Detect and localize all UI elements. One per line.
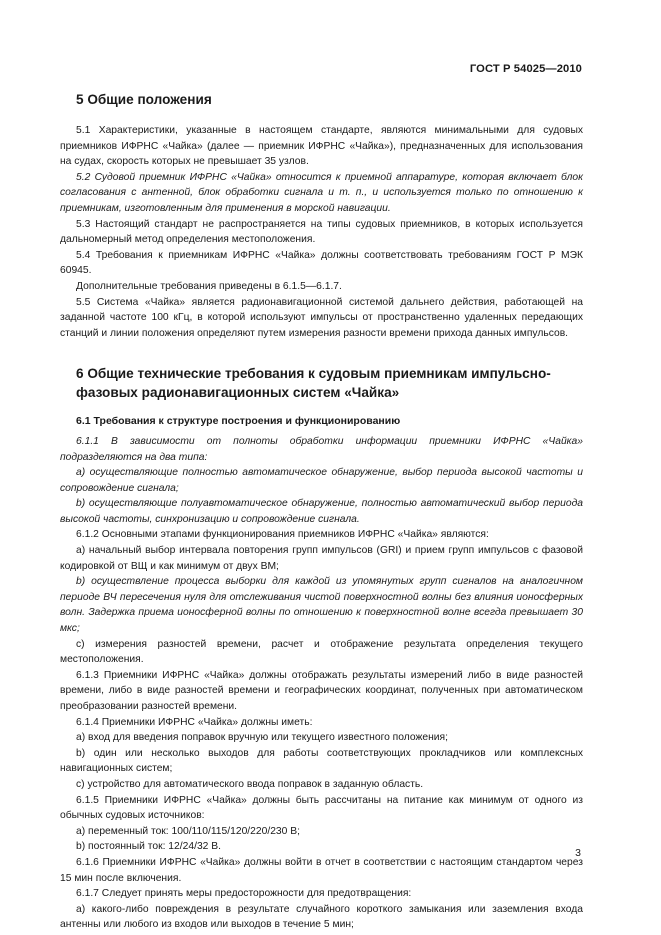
- paragraph-6-1-6: 6.1.6 Приемники ИФРНС «Чайка» должны войти в отчет в соответствии с настоящим стандартом через 15 мин после включения.: [60, 856, 583, 884]
- paragraph-6-1-1: [60, 434, 583, 465]
- paragraph-6-1-4-c: c) устройство для автоматического ввода поправок в заданную область.: [76, 778, 424, 790]
- paragraph-6-1-1-text: 6.1.1 В зависимости от полноты обработки информации приемники ИФРНС «Чайка» подразделяются на два типа:: [60, 435, 583, 463]
- paragraph-6-1-5-b: b) постоянный ток: 12/24/32 В.: [76, 841, 221, 853]
- page-number: 3: [575, 847, 581, 859]
- paragraph-5-2: [60, 170, 583, 217]
- paragraph-6-1-7-a: а) какого-либо повреждения в результате случайного короткого замыкания или заземления входа антенны или любого из входов или выходов в течение 5 мин;: [60, 903, 583, 931]
- paragraph-6-1-1-a-text: а) осуществляющие полностью автоматическое обнаружение, выбор периода высокой частоты и сопровождение сигнала;: [60, 467, 583, 494]
- paragraph-5-5: 5.5 Система «Чайка» является радионавигационной системой дальнего действия, работающей на заданной частоте 100 кГц, в которой используют импульсы от пространственно удаленных передающих станций и линии положения определяют путем измерения разности времени прихода данных импульсов.: [60, 296, 583, 339]
- paragraph-6-1-2-a: а) начальный выбор интервала повторения групп импульсов (GRI) и прием групп импульсов с фазовой кодировкой от ВЩ и как минимум от двух ВМ;: [60, 545, 583, 572]
- paragraph-6-1-3: 6.1.3 Приемники ИФРНС «Чайка» должны отображать результаты измерений либо в виде разностей времени, либо в виде разностей времени и географических координат, полученных при автоматическом преобразовании разностей времени.: [60, 669, 583, 712]
- paragraph-6-1-2-b: [60, 574, 583, 636]
- page-content: [60, 90, 583, 933]
- paragraph-6-1-4: 6.1.4 Приемники ИФРНС «Чайка» должны иметь:: [76, 716, 313, 728]
- standard-code: ГОСТ Р 54025—2010: [469, 63, 582, 75]
- paragraph-6-1-1-b-text: b) осуществляющие полуавтоматическое обнаружение, полностью автоматический выбор периода высокой частоты, синхронизацию и сопровождение сигнала.: [60, 498, 583, 525]
- paragraph-6-1-7: 6.1.7 Следует принять меры предосторожности для предотвращения:: [76, 888, 412, 900]
- paragraph-6-1-4-a: а) вход для введения поправок вручную или текущего известного положения;: [76, 732, 448, 744]
- paragraph-5-3: 5.3 Настоящий стандарт не распространяется на типы судовых приемников, в которых используется дальномерный метод определения местоположения.: [60, 218, 583, 246]
- paragraph-5-4-additional: Дополнительные требования приведены в 6.1.5—6.1.7.: [76, 280, 342, 292]
- section-6-title: 6 Общие технические требования к судовым приемникам импульсно-фазовых радионавигационных систем «Чайка»: [76, 366, 551, 401]
- section-5-title: 5 Общие положения: [76, 92, 212, 107]
- paragraph-6-1-2: 6.1.2 Основными этапами функционирования приемников ИФРНС «Чайка» являются:: [76, 529, 489, 541]
- paragraph-6-1-5-a: а) переменный ток: 100/110/115/120/220/230 В;: [76, 825, 300, 837]
- paragraph-6-1-1-b: [60, 496, 583, 527]
- paragraph-5-4: 5.4 Требования к приемникам ИФРНС «Чайка» должны соответствовать требованиям ГОСТ Р МЭК 60945.: [60, 249, 583, 277]
- paragraph-6-1-1-a: [60, 465, 583, 496]
- paragraph-6-1-2-b-text: b) осуществление процесса выборки для каждой из упомянутых групп сигналов на аналогичном периоде ВЧ пересечения нуля для отслеживания чистой поверхностной волны без влияния ионосферных волн. Задержка приема ионосферной волны по отношению к поверхностной волне всегда превышает 30 мкс;: [60, 576, 583, 635]
- paragraph-6-1-5: 6.1.5 Приемники ИФРНС «Чайка» должны быть рассчитаны на питание как минимум от одного из обычных судовых источников:: [60, 794, 583, 822]
- paragraph-6-1-2-c: c) измерения разностей времени, расчет и отображение результата определения текущего местоположения.: [60, 638, 583, 666]
- paragraph-6-1-4-b: b) один или несколько выходов для работы соответствующих прокладчиков или комплексных навигационных систем;: [60, 747, 583, 775]
- subsection-6-1-title: 6.1 Требования к структуре построения и функционированию: [76, 415, 401, 428]
- paragraph-5-2-text: 5.2 Судовой приемник ИФРНС «Чайка» относится к приемной аппаратуре, которая включает блок согласования с антенной, блок обработки сигнала и т. п., и используется только по отношению к приемникам, изготовленным для применения в морской навигации.: [60, 171, 583, 214]
- paragraph-5-1: 5.1 Характеристики, указанные в настоящем стандарте, являются минимальными для судовых приемников ИФРНС «Чайка» (далее — приемник ИФРНС «Чайка»), предназначенных для использования на судах, скорость которых не превышает 35 узлов.: [60, 125, 583, 168]
